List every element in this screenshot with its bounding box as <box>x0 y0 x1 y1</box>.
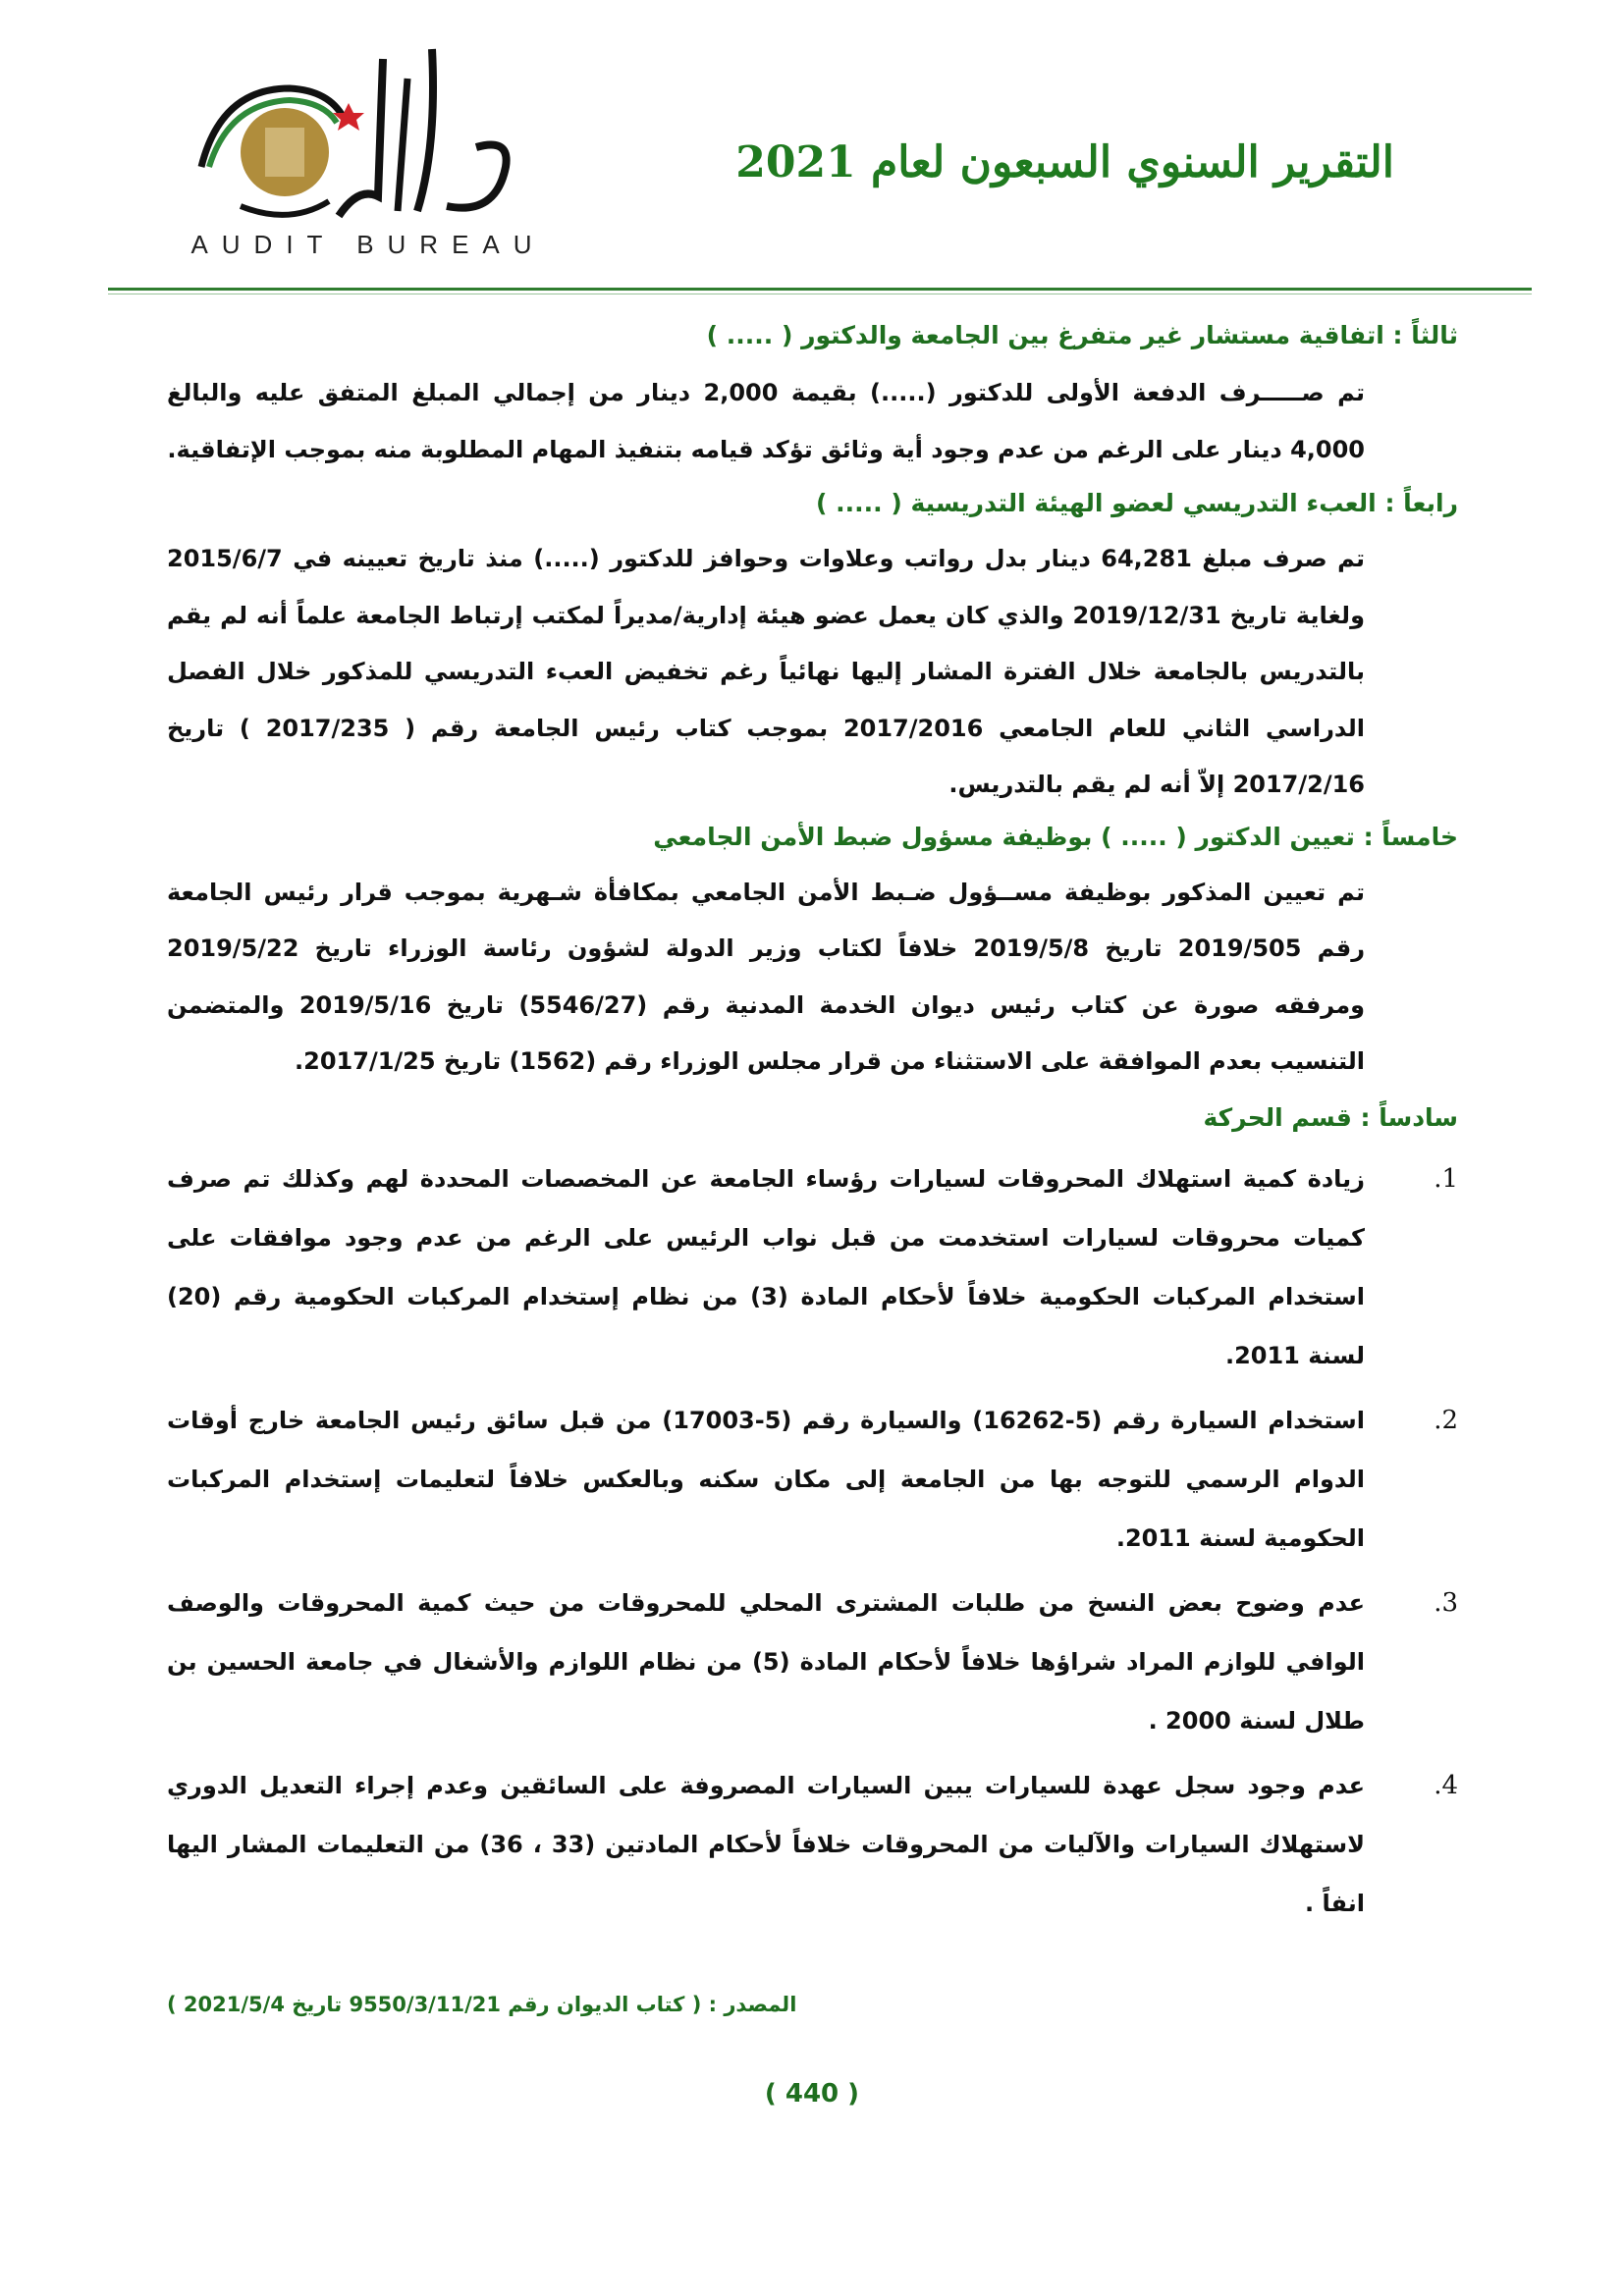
section-heading: رابعاً : العبء التدريسي لعضو الهيئة التدريسية ( ..... ) <box>816 489 1458 517</box>
list-item-text: عدم وجود سجل عهدة للسيارات يبين السيارات المصروفة على السائقين وعدم إجراء التعديل الدوري لاستهلاك السيارات والآليات من المحروقات خلافاً لأحكام المادتين (33 ، 36) من التعليمات المشار اليها انفاً . <box>167 1771 1365 1917</box>
header-divider <box>108 288 1532 291</box>
audit-bureau-logo <box>182 29 555 260</box>
list-item <box>167 1756 1458 1933</box>
list-item <box>167 1391 1458 1568</box>
list-item-number: 4. <box>1434 1770 1458 1800</box>
list-item-text: استخدام السيارة رقم (5-16262) والسيارة رقم (5-17003) من قبل سائق رئيس الجامعة خارج أوقات الدوام الرسمي للتوجه بها من الجامعة إلى مكان سكنه وبالعكس خلافاً لتعليمات إستخدام المركبات الحكومية لسنة 2011. <box>167 1406 1365 1552</box>
findings-list <box>167 1149 1458 1933</box>
section-paragraph: تم صـــــرف الدفعة الأولى للدكتور (.....) بقيمة 2,000 دينار من إجمالي المبلغ المتفق عليه والبالغ 4,000 دينار على الرغم من عدم وجود أية وثائق تؤكد قيامه بتنفيذ المهام المطلوبة منه بموجب الإتفاقية. <box>167 379 1365 463</box>
logo-emblem <box>182 29 555 226</box>
list-item-number: 3. <box>1434 1587 1458 1618</box>
section-heading: ثالثاً : اتفاقية مستشار غير متفرغ بين الجامعة والدكتور ( ..... ) <box>706 321 1458 349</box>
list-item-number: 1. <box>1434 1163 1458 1194</box>
page-number: ( 440 ) <box>764 2079 860 2109</box>
section-heading: خامساً : تعيين الدكتور ( ..... ) بوظيفة مسؤول ضبط الأمن الجامعي <box>653 822 1458 851</box>
section-heading: سادساً : قسم الحركة <box>1203 1102 1458 1132</box>
list-item-text: زيادة كمية استهلاك المحروقات لسيارات رؤساء الجامعة عن المخصصات المحددة لهم وكذلك تم صرف كميات محروقات لسيارات استخدمت من قبل نواب الرئيس على الرغم من عدم وجود موافقات على استخدام المركبات الحكومية خلافاً لأحكام المادة (3) من نظام إستخدام المركبات الحكومية رقم (20) لسنة 2011. <box>167 1164 1366 1369</box>
report-title: التقرير السنوي السبعون لعام 2021 <box>735 137 1394 187</box>
list-item-text: عدم وضوح بعض النسخ من طلبات المشترى المحلي للمحروقات من حيث كمية المحروقات والوصف الوافي للوازم المراد شراؤها خلافاً لأحكام المادة (5) من نظام اللوازم والأشغال في جامعة الحسين بن طلال لسنة 2000 . <box>167 1588 1365 1735</box>
list-item-number: 2. <box>1434 1405 1458 1435</box>
section-paragraph: تم صرف مبلغ 64,281 دينار بدل رواتب وعلاوات وحوافز للدكتور (.....) منذ تاريخ تعيينه في 2015/6/7 ولغاية تاريخ 2019/12/31 والذي كان يعمل عضو هيئة إدارية/مديراً لمكتب إرتباط الجامعة علماً أنه لم يقم بالتدريس بالجامعة خلال الفترة المشار إليها نهائياً رغم تخفيض العبء التدريسي للمذكور خلال الفصل الدراسي الثاني للعام الجامعي 2017/2016 بموجب كتاب رئيس الجامعة رقم ( 2017/235 ) تاريخ 2017/2/16 إلاّ أنه لم يقم بالتدريس. <box>167 545 1365 798</box>
source-note: المصدر : ( كتاب الديوان رقم 9550/3/11/21 تاريخ 2021/5/4 ) <box>167 1993 797 2016</box>
list-item <box>167 1149 1458 1385</box>
section-paragraph: تم تعيين المذكور بوظيفة مســؤول ضـبط الأمن الجامعي بمكافأة شـهرية بموجب قرار رئيس الجامعة رقم 2019/505 تاريخ 2019/5/8 خلافاً لكتاب وزير الدولة لشؤون رئاسة الوزراء تاريخ 2019/5/22 ومرفقه صورة عن كتاب رئيس ديوان الخدمة المدنية رقم (5546/27) تاريخ 2019/5/16 والمتضمن التنسيب بعدم الموافقة على الاستثناء من قرار مجلس الوزراء رقم (1562) تاريخ 2017/1/25. <box>167 878 1366 1075</box>
list-item <box>167 1574 1458 1750</box>
report-body <box>167 312 1458 1939</box>
logo-english-text: AUDIT BUREAU <box>190 230 546 259</box>
